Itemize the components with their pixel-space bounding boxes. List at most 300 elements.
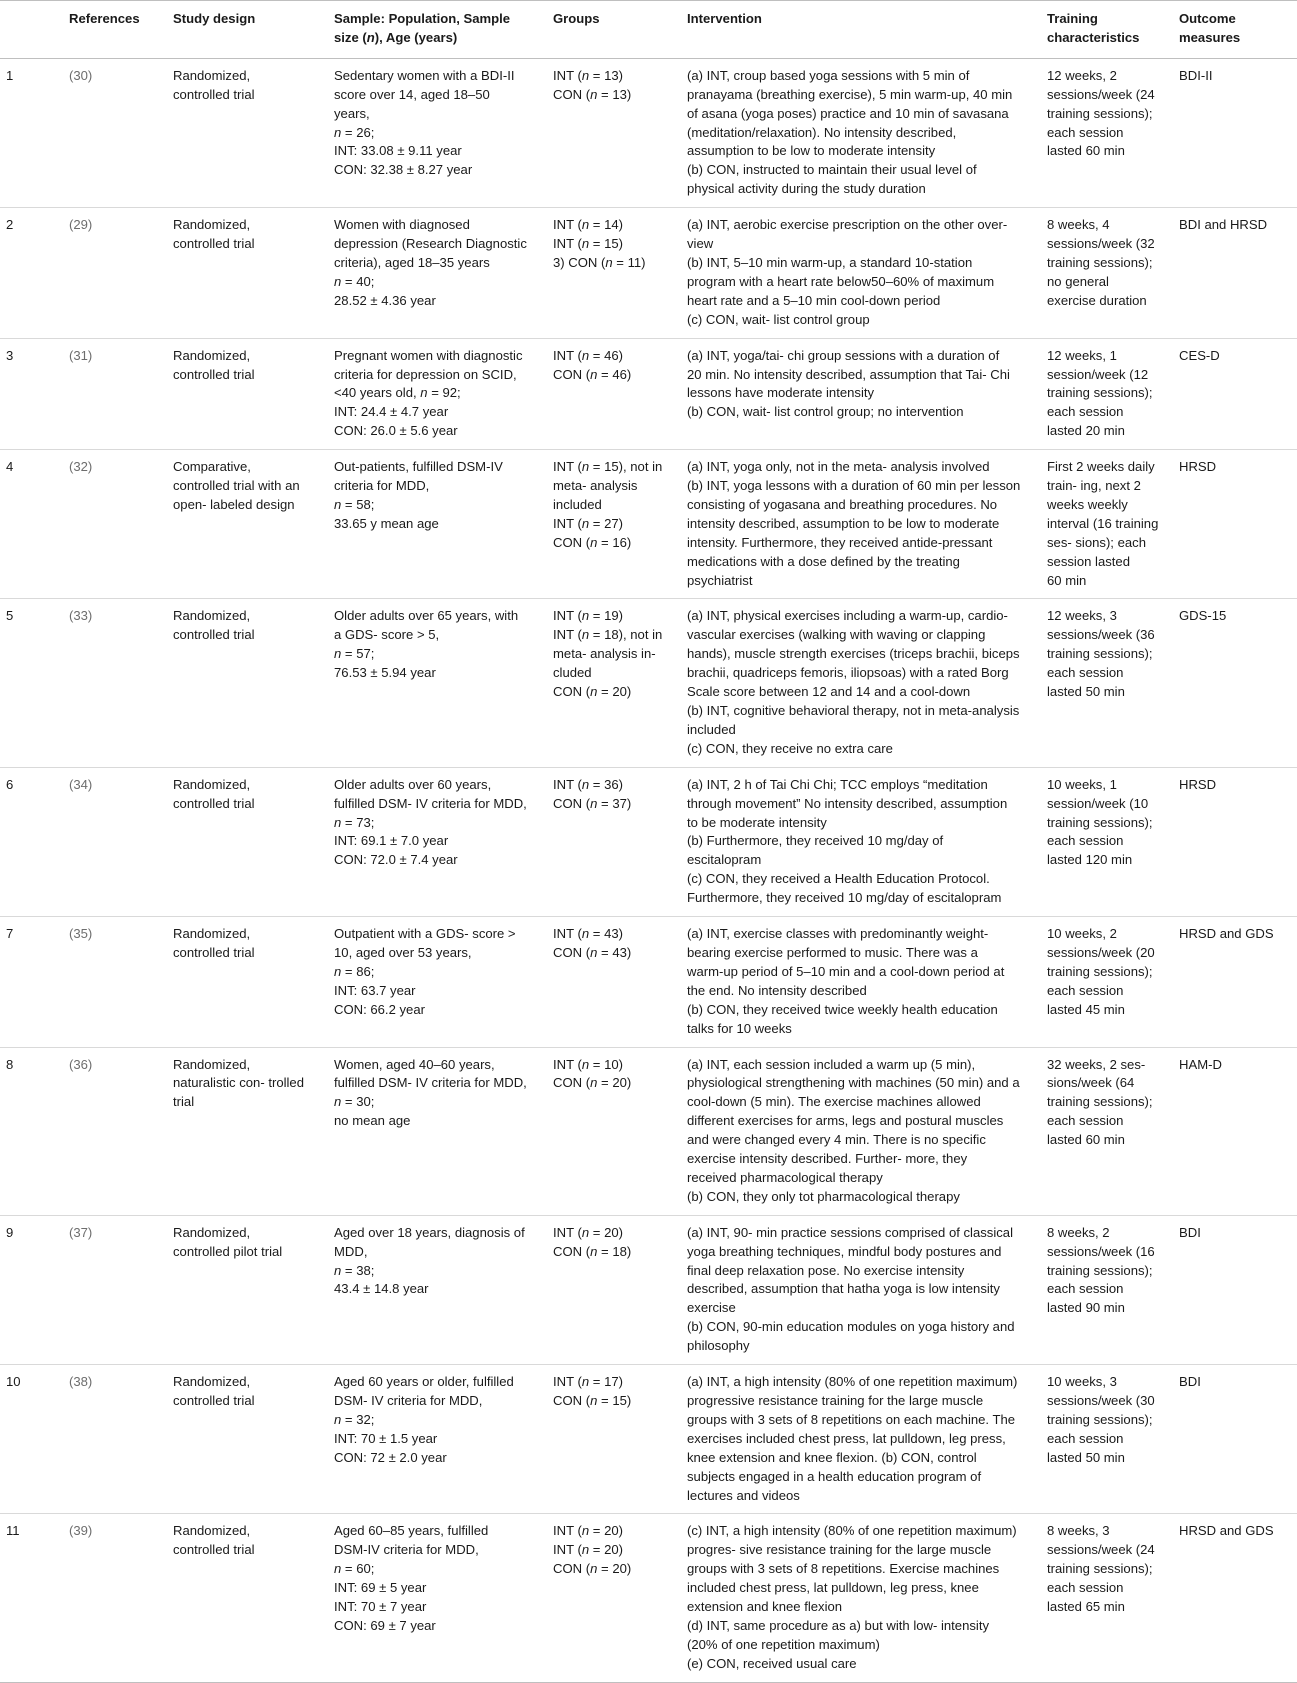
cell-intervention-line: to be moderate intensity (687, 814, 827, 830)
cell-training-line: training sessions); (1047, 1094, 1153, 1110)
cell-sample-line: Out-patients, fulfilled DSM-IV (334, 459, 503, 475)
cell-intervention-line: (c) CON, they receive no extra care (687, 740, 893, 756)
cell-intervention (681, 1215, 1041, 1364)
cell-intervention-line: (a) INT, exercise classes with predominantly weight- (687, 926, 989, 942)
table-row (0, 58, 1297, 207)
cell-intervention-line: (b) INT, yoga lessons with a duration of 60 min per lesson (687, 478, 1021, 494)
cell-sample-line: n = 73; (334, 814, 375, 830)
cell-intervention-line: (d) INT, same procedure as a) but with low- intensity (687, 1617, 989, 1633)
reference-link[interactable]: (29) (69, 217, 93, 233)
cell-reference (63, 917, 167, 1047)
cell-training-line: training sessions); (1047, 385, 1153, 401)
cell-training-line: 12 weeks, 2 (1047, 67, 1117, 83)
cell-training-line: session/week (10 (1047, 795, 1149, 811)
cell-groups-line: meta- analysis in- (553, 646, 656, 662)
cell-groups-line: included (553, 496, 602, 512)
cell-groups-line: CON (n = 20) (553, 1561, 632, 1577)
reference-link[interactable]: (37) (69, 1224, 93, 1240)
cell-groups-line: INT (n = 14) (553, 217, 624, 233)
table-row (0, 338, 1297, 450)
cell-number-text: 1 (6, 67, 14, 83)
cell-training-line: lasted 20 min (1047, 423, 1125, 439)
cell-sample-line: Women, aged 40–60 years, (334, 1056, 495, 1072)
cell-groups (547, 58, 681, 207)
table-body (0, 58, 1297, 1682)
cell-groups (547, 1365, 681, 1514)
header-col-references (63, 1, 167, 59)
cell-intervention (681, 1365, 1041, 1514)
reference-link[interactable]: (36) (69, 1056, 93, 1072)
header-col-number (0, 1, 63, 59)
cell-reference (63, 338, 167, 450)
cell-intervention-line: progres- sive resistance training for the large muscle (687, 1542, 992, 1558)
cell-sample-line: Pregnant women with diagnostic (334, 347, 523, 363)
cell-intervention-line: philosophy (687, 1338, 750, 1354)
cell-groups-line: INT (n = 20) (553, 1523, 624, 1539)
cell-sample-line: criteria for MDD, (334, 478, 430, 494)
cell-number-text: 6 (6, 776, 14, 792)
cell-study-design-line: Randomized, (173, 1224, 251, 1240)
cell-number-text: 10 (6, 1374, 21, 1390)
cell-sample-line: n = 26; (334, 124, 375, 140)
cell-intervention-line: through movement” No intensity described, assumption (687, 795, 1008, 811)
cell-number-text: 2 (6, 217, 14, 233)
table-row (0, 917, 1297, 1047)
cell-intervention-line: included chest press, lat pulldown, leg press, knee (687, 1580, 979, 1596)
cell-intervention-line: exercise (687, 1300, 736, 1316)
cell-study-design (167, 1215, 328, 1364)
table-row (0, 1047, 1297, 1215)
cell-number (0, 1514, 63, 1682)
cell-training-line: each session (1047, 1113, 1124, 1129)
cell-groups (547, 1215, 681, 1364)
cell-number-text: 9 (6, 1224, 14, 1240)
cell-sample (328, 767, 547, 916)
cell-sample-line: n = 30; (334, 1094, 375, 1110)
cell-sample-line: criteria for depression on SCID, (334, 366, 517, 382)
cell-groups (547, 599, 681, 767)
cell-training-line: 8 weeks, 3 (1047, 1523, 1110, 1539)
cell-study-design (167, 208, 328, 338)
cell-study-design-line: controlled trial (173, 795, 255, 811)
cell-groups-line: INT (n = 17) (553, 1374, 624, 1390)
cell-intervention-line: final deep relaxation pose. No exercise intensity (687, 1262, 965, 1278)
cell-training (1041, 599, 1173, 767)
cell-intervention-line: (b) CON, instructed to maintain their usual level of (687, 162, 977, 178)
header-line: measures (1179, 29, 1241, 45)
cell-groups-line: INT (n = 20) (553, 1542, 624, 1558)
cell-intervention-line: groups with 3 sets of 8 repetitions on each machine. The (687, 1411, 1016, 1427)
reference-link[interactable]: (38) (69, 1374, 93, 1390)
cell-groups-line: CON (n = 16) (553, 534, 632, 550)
cell-study-design (167, 58, 328, 207)
cell-study-design (167, 450, 328, 599)
cell-training-line: lasted 60 min (1047, 143, 1125, 159)
cell-intervention-line: extension and knee flexion (687, 1599, 843, 1615)
cell-training-line: each session (1047, 1281, 1124, 1297)
cell-sample-line: criteria), aged 18–35 years (334, 254, 490, 270)
cell-training-line: 10 weeks, 1 (1047, 776, 1117, 792)
cell-intervention-line: (b) INT, cognitive behavioral therapy, not in meta-analysis (687, 703, 1020, 718)
cell-sample-line: INT: 70 ± 7 year (334, 1599, 427, 1615)
cell-training-line: lasted 120 min (1047, 852, 1133, 868)
header-line: Training (1047, 11, 1098, 26)
cell-groups-line: INT (n = 13) (553, 67, 624, 83)
cell-training-line: 10 weeks, 2 (1047, 926, 1117, 942)
cell-intervention (681, 450, 1041, 599)
cell-intervention-line: (20% of one repetition maximum) (687, 1636, 880, 1652)
cell-groups-line: CON (n = 20) (553, 684, 632, 700)
header-line: Sample: Population, Sample (334, 11, 511, 26)
cell-study-design-line: controlled trial (173, 627, 255, 643)
cell-outcome-line: BDI (1179, 1224, 1201, 1240)
cell-groups-line: CON (n = 15) (553, 1393, 632, 1408)
cell-groups (547, 917, 681, 1047)
cell-groups-line: INT (n = 10) (553, 1056, 624, 1072)
cell-training-line: 10 weeks, 3 (1047, 1374, 1117, 1390)
cell-intervention-line: (c) CON, wait- list control group (687, 311, 870, 327)
reference-link[interactable]: (35) (69, 926, 93, 942)
cell-intervention-line: knee extension and knee flexion. (b) CON, control (687, 1449, 977, 1465)
cell-training-line: exercise duration (1047, 292, 1147, 308)
cell-study-design-line: naturalistic con- trolled (173, 1075, 304, 1091)
cell-intervention-line: (a) INT, a high intensity (80% of one repetition maximum) (687, 1374, 1018, 1390)
cell-groups-line: CON (n = 43) (553, 944, 632, 960)
cell-sample (328, 1047, 547, 1215)
cell-training-line: sessions/week (24 (1047, 86, 1155, 102)
cell-number-text: 7 (6, 926, 14, 942)
cell-groups-line: INT (n = 20) (553, 1224, 624, 1240)
cell-training-line: sessions/week (32 (1047, 236, 1155, 252)
cell-sample-line: INT: 69.1 ± 7.0 year (334, 833, 449, 849)
cell-intervention-line: physiological strengthening with machines (50 min) and a (687, 1075, 1020, 1091)
cell-sample-line: n = 58; (334, 496, 375, 512)
cell-groups (547, 1047, 681, 1215)
cell-sample-line: INT: 69 ± 5 year (334, 1580, 427, 1596)
cell-intervention-line: (b) CON, wait- list control group; no intervention (687, 404, 964, 420)
cell-sample-line: score over 14, aged 18–50 (334, 86, 490, 102)
cell-outcome-line: HAM-D (1179, 1056, 1222, 1072)
table-row (0, 767, 1297, 916)
cell-training (1041, 338, 1173, 450)
cell-study-design-line: controlled trial (173, 1542, 255, 1558)
cell-study-design-line: Randomized, (173, 1056, 251, 1072)
cell-training-line: 60 min (1047, 572, 1087, 588)
cell-intervention-line: of asana (yoga poses) practice and 10 min of savasana (687, 105, 1009, 121)
cell-intervention-line: groups with 3 sets of 8 repetitions. Exercise machines (687, 1561, 1000, 1577)
cell-training-line: 12 weeks, 1 (1047, 347, 1117, 363)
cell-number-text: 3 (6, 347, 14, 363)
cell-sample-line: n = 57; (334, 646, 375, 662)
cell-training-line: interval (16 training (1047, 515, 1159, 531)
cell-intervention-line: medications with a dose defined by the treating (687, 553, 960, 569)
cell-sample (328, 1365, 547, 1514)
cell-sample-line: CON: 66.2 year (334, 1001, 425, 1017)
cell-study-design-line: controlled trial (173, 944, 255, 960)
reference-link[interactable]: (30) (69, 67, 93, 83)
cell-training-line: no general (1047, 273, 1109, 289)
cell-training (1041, 917, 1173, 1047)
header-col-training (1041, 1, 1173, 59)
cell-intervention-line: (a) INT, aerobic exercise prescription on the other over- (687, 217, 1008, 233)
header-col-sample (328, 1, 547, 59)
header-col-groups (547, 1, 681, 59)
cell-groups-line: CON (n = 13) (553, 86, 632, 102)
cell-training-line: training sessions); (1047, 963, 1153, 979)
cell-intervention-line: yoga breathing techniques, mindful body postures and (687, 1243, 1002, 1259)
cell-intervention-line: received pharmacological therapy (687, 1169, 883, 1185)
cell-intervention-line: intensity described, assumption to be low to moderate (687, 515, 1000, 531)
cell-outcome (1173, 767, 1297, 916)
cell-study-design (167, 1047, 328, 1215)
table-row (0, 599, 1297, 767)
cell-sample-line: CON: 26.0 ± 5.6 year (334, 423, 458, 439)
cell-sample-line: CON: 72 ± 2.0 year (334, 1449, 447, 1465)
cell-training-line: each session (1047, 1430, 1124, 1446)
cell-intervention-line: (c) INT, a high intensity (80% of one repetition maximum) (687, 1523, 1017, 1539)
cell-training-line: training sessions); (1047, 1262, 1153, 1278)
cell-groups-line: INT (n = 46) (553, 347, 624, 363)
cell-reference (63, 58, 167, 207)
cell-intervention-line: pranayama (breathing exercise), 5 min warm-up, 40 min (687, 86, 1013, 102)
cell-training-line: lasted 50 min (1047, 1449, 1125, 1465)
cell-study-design-line: controlled trial (173, 86, 255, 102)
cell-sample-line: INT: 33.08 ± 9.11 year (334, 143, 462, 159)
cell-sample-line: DSM-IV criteria for MDD, (334, 1542, 479, 1558)
cell-training-line: 12 weeks, 3 (1047, 608, 1117, 624)
cell-training (1041, 1514, 1173, 1682)
cell-intervention-line: included (687, 721, 736, 737)
cell-study-design-line: Randomized, (173, 608, 251, 624)
cell-outcome-line: HRSD (1179, 776, 1217, 792)
cell-reference (63, 767, 167, 916)
cell-number-text: 4 (6, 459, 14, 475)
cell-training-line: training sessions); (1047, 105, 1153, 121)
cell-training (1041, 1047, 1173, 1215)
cell-number-text: 5 (6, 608, 14, 624)
header-line: Intervention (687, 11, 762, 26)
cell-intervention-line: 20 min. No intensity described, assumption that Tai- Chi (687, 366, 1010, 382)
table-row (0, 1514, 1297, 1682)
cell-intervention-line: (b) INT, 5–10 min warm-up, a standard 10-station (687, 254, 973, 270)
cell-groups-line: CON (n = 18) (553, 1243, 632, 1259)
header-line: size (n), Age (years) (334, 29, 458, 45)
cell-study-design (167, 599, 328, 767)
cell-training-line: session lasted (1047, 553, 1130, 569)
cell-intervention-line: (meditation/relaxation). No intensity described, (687, 124, 957, 140)
cell-training-line: training sessions); (1047, 254, 1153, 270)
cell-outcome (1173, 1514, 1297, 1682)
cell-training-line: train- ing, next 2 (1047, 478, 1141, 494)
cell-intervention-line: Scale score between 12 and 14 and a cool-down (687, 684, 971, 700)
cell-intervention-line: subjects engaged in a health education program of (687, 1468, 982, 1484)
reference-link[interactable]: (33) (69, 608, 93, 624)
cell-sample (328, 450, 547, 599)
cell-study-design-line: Randomized, (173, 67, 251, 83)
cell-outcome-line: CES-D (1179, 347, 1220, 363)
cell-number (0, 1047, 63, 1215)
cell-training-line: training sessions); (1047, 814, 1153, 830)
cell-training-line: sessions/week (24 (1047, 1542, 1155, 1558)
header-line: References (69, 11, 140, 26)
cell-sample-line: Outpatient with a GDS- score > (334, 926, 516, 942)
cell-training-line: lasted 65 min (1047, 1599, 1125, 1615)
cell-number (0, 917, 63, 1047)
cell-intervention-line: (a) INT, yoga/tai- chi group sessions with a duration of (687, 347, 1000, 363)
cell-outcome (1173, 917, 1297, 1047)
cell-sample-line: DSM- IV criteria for MDD, (334, 1393, 483, 1408)
header-line: Outcome (1179, 11, 1236, 26)
table-row (0, 450, 1297, 599)
cell-intervention-line: psychiatrist (687, 572, 753, 588)
cell-intervention-line: and were changed every 4 min. There is no specific (687, 1132, 986, 1148)
cell-training-line: each session (1047, 1580, 1124, 1596)
cell-reference (63, 1215, 167, 1364)
cell-sample-line: n = 86; (334, 963, 375, 979)
cell-study-design (167, 767, 328, 916)
cell-training-line: First 2 weeks daily (1047, 459, 1155, 475)
cell-intervention (681, 1047, 1041, 1215)
cell-outcome (1173, 1365, 1297, 1514)
cell-groups (547, 338, 681, 450)
cell-sample-line: CON: 72.0 ± 7.4 year (334, 852, 458, 868)
cell-study-design-line: Comparative, (173, 459, 251, 475)
cell-intervention-line: (a) INT, yoga only, not in the meta- analysis involved (687, 459, 990, 475)
cell-intervention-line: assumption to be low to moderate intensity (687, 143, 936, 159)
cell-reference (63, 450, 167, 599)
cell-training-line: lasted 45 min (1047, 1001, 1125, 1017)
cell-sample-line: Older adults over 60 years, (334, 776, 492, 792)
table-row (0, 1365, 1297, 1514)
cell-study-design-line: controlled trial with an (173, 478, 300, 494)
cell-outcome-line: HRSD and GDS (1179, 1523, 1274, 1539)
cell-sample (328, 208, 547, 338)
cell-outcome-line: BDI and HRSD (1179, 217, 1268, 233)
cell-outcome (1173, 1047, 1297, 1215)
cell-groups-line: CON (n = 46) (553, 366, 632, 382)
reference-link[interactable]: (39) (69, 1523, 93, 1539)
cell-study-design-line: trial (173, 1094, 195, 1110)
reference-link[interactable]: (31) (69, 347, 93, 363)
cell-intervention-line: brachii, quadriceps femoris, iliopsoas) with a rated Borg (687, 665, 1009, 681)
header-row (0, 1, 1297, 59)
cell-groups-line: cluded (553, 665, 592, 681)
cell-study-design-line: Randomized, (173, 217, 251, 233)
reference-link[interactable]: (32) (69, 459, 93, 475)
header-col-outcome (1173, 1, 1297, 59)
cell-study-design-line: controlled trial (173, 366, 255, 382)
cell-sample-line: 33.65 y mean age (334, 515, 439, 531)
cell-sample (328, 1514, 547, 1682)
cell-number (0, 599, 63, 767)
cell-outcome (1173, 599, 1297, 767)
cell-sample-line: fulfilled DSM- IV criteria for MDD, (334, 1075, 527, 1091)
cell-groups-line: 3) CON (n = 11) (553, 254, 646, 270)
cell-sample-line: 28.52 ± 4.36 year (334, 292, 436, 308)
cell-training-line: 8 weeks, 4 (1047, 217, 1110, 233)
cell-study-design (167, 1365, 328, 1514)
cell-intervention (681, 208, 1041, 338)
cell-training-line: lasted 50 min (1047, 684, 1125, 700)
cell-intervention-line: consisting of yogasana and breathing procedures. No (687, 496, 998, 512)
cell-number (0, 767, 63, 916)
cell-reference (63, 1365, 167, 1514)
cell-intervention-line: different exercises for arms, legs and postural muscles (687, 1113, 1004, 1129)
cell-sample-line: Sedentary women with a BDI-II (334, 67, 515, 83)
cell-groups (547, 1514, 681, 1682)
cell-sample-line: years, (334, 105, 370, 121)
cell-sample-line: a GDS- score > 5, (334, 627, 440, 643)
header-col-study-design (167, 1, 328, 59)
cell-intervention-line: (b) CON, 90-min education modules on yoga history and (687, 1319, 1015, 1335)
cell-sample-line: CON: 69 ± 7 year (334, 1617, 436, 1633)
cell-sample-line: Aged 60–85 years, fulfilled (334, 1523, 489, 1539)
cell-training-line: sions/week (64 (1047, 1075, 1135, 1091)
cell-training-line: each session (1047, 982, 1124, 998)
cell-intervention-line: intensity. Furthermore, they received antide-pressant (687, 534, 993, 550)
cell-sample (328, 1215, 547, 1364)
cell-sample-line: <40 years old, n = 92; (334, 385, 461, 401)
cell-outcome-line: GDS-15 (1179, 608, 1227, 624)
cell-training-line: each session (1047, 665, 1124, 681)
reference-link[interactable]: (34) (69, 776, 93, 792)
cell-intervention-line: exercises included chest press, lat pulldown, leg press, (687, 1430, 1006, 1446)
cell-training-line: session/week (12 (1047, 366, 1149, 382)
cell-study-design-line: Randomized, (173, 926, 251, 942)
cell-intervention (681, 917, 1041, 1047)
cell-intervention-line: (b) CON, they received twice weekly health education (687, 1001, 998, 1017)
cell-intervention-line: (a) INT, croup based yoga sessions with 5 min of (687, 67, 970, 83)
cell-sample-line: MDD, (334, 1243, 368, 1259)
cell-reference (63, 1514, 167, 1682)
cell-training-line: training sessions); (1047, 646, 1153, 662)
cell-intervention-line: (a) INT, each session included a warm up (5 min), (687, 1056, 976, 1072)
cell-sample-line: INT: 24.4 ± 4.7 year (334, 404, 449, 420)
cell-study-design-line: controlled trial (173, 236, 255, 252)
cell-intervention (681, 1514, 1041, 1682)
cell-sample-line: CON: 32.38 ± 8.27 year (334, 162, 473, 178)
cell-number-text: 8 (6, 1056, 14, 1072)
header-line: Groups (553, 11, 600, 26)
cell-intervention (681, 58, 1041, 207)
cell-study-design-line: Randomized, (173, 776, 251, 792)
cell-intervention-line: physical activity during the study duration (687, 181, 926, 197)
cell-intervention-line: (e) CON, received usual care (687, 1655, 857, 1671)
cell-intervention-line: Furthermore, they received 10 mg/day of escitalopram (687, 890, 1002, 906)
cell-intervention-line: vascular exercises (walking with waving or clapping (687, 627, 986, 643)
cell-training-line: each session (1047, 404, 1124, 420)
cell-training (1041, 1365, 1173, 1514)
cell-number (0, 1215, 63, 1364)
cell-intervention-line: view (687, 236, 714, 252)
cell-number (0, 58, 63, 207)
cell-sample (328, 338, 547, 450)
cell-groups-line: INT (n = 43) (553, 926, 624, 942)
cell-intervention-line: exercise intensity described. Further- more, they (687, 1151, 968, 1167)
cell-groups-line: INT (n = 15), not in (553, 459, 663, 475)
cell-study-design (167, 1514, 328, 1682)
cell-intervention-line: bearing exercise performed to music. There was a (687, 944, 978, 960)
cell-outcome (1173, 58, 1297, 207)
cell-groups-line: INT (n = 19) (553, 608, 624, 624)
cell-sample-line: Aged over 18 years, diagnosis of (334, 1224, 525, 1240)
cell-outcome (1173, 338, 1297, 450)
cell-intervention-line: talks for 10 weeks (687, 1020, 792, 1036)
cell-groups (547, 208, 681, 338)
cell-groups-line: INT (n = 36) (553, 776, 624, 792)
cell-intervention-line: (a) INT, physical exercises including a warm-up, cardio- (687, 608, 1008, 624)
cell-intervention-line: (a) INT, 90- min practice sessions comprised of classical (687, 1224, 1013, 1240)
